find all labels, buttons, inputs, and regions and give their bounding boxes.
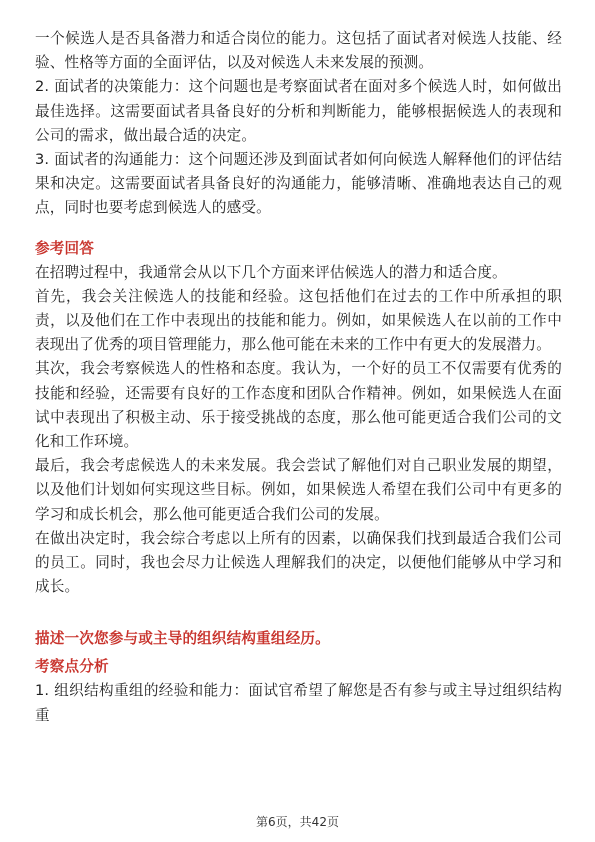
page-footer: 第6页，共42页 (256, 815, 339, 829)
answer-paragraph: 在做出决定时，我会综合考虑以上所有的因素，以确保我们找到最适合我们公司的员工。同时，我也会尽力让候选人理解我们的决定，以便他们能够从中学习和成长。 (35, 529, 562, 596)
answer-paragraph: 首先，我会关注候选人的技能和经验。这包括他们在过去的工作中所承担的职责，以及他们在工作中表现出的技能和能力。例如，如果候选人在以前的工作中表现出了优秀的项目管理能力，那么他可能在未来的工作中有更大的发展潜力。 (35, 287, 562, 354)
answer-paragraph: 其次，我会考察候选人的性格和态度。我认为，一个好的员工不仅需要有优秀的技能和经验，还需要有良好的工作态度和团队合作精神。例如，如果候选人在面试中表现出了积极主动、乐于接受挑战的态度，那么他可能更适合我们公司的文化和工作环境。 (35, 360, 562, 451)
analysis-heading: 考察点分析 (35, 658, 109, 676)
answer-paragraph: 最后，我会考虑候选人的未来发展。我会尝试了解他们对自己职业发展的期望，以及他们计划如何实现这些目标。例如，如果候选人希望在我们公司中有更多的学习和成长机会，那么他可能更适合我们公司的发展。 (35, 457, 562, 523)
body-paragraph: 3. 面试者的沟通能力：这个问题还涉及到面试者如何向候选人解释他们的评估结果和决定。这需要面试者具备良好的沟通能力，能够清晰、准确地表达自己的观点，同时也要考虑到候选人的感受。 (35, 151, 562, 217)
body-paragraph: 一个候选人是否具备潜力和适合岗位的能力。这包括了面试者对候选人技能、经验、性格等方面的全面评估，以及对候选人未来发展的预测。 (35, 30, 562, 72)
answer-paragraph: 在招聘过程中，我通常会从以下几个方面来评估候选人的潜力和适合度。 (35, 263, 507, 281)
answer-heading: 参考回答 (35, 239, 94, 257)
page-content (35, 27, 562, 728)
body-paragraph: 2. 面试者的决策能力：这个问题也是考察面试者在面对多个候选人时，如何做出最佳选择。这需要面试者具备良好的分析和判断能力，能够根据候选人的表现和公司的需求，做出最合适的决定。 (35, 78, 562, 144)
analysis-paragraph: 1. 组织结构重组的经验和能力：面试官希望了解您是否有参与或主导过组织结构重 (35, 682, 562, 724)
question-heading: 描述一次您参与或主导的组织结构重组经历。 (35, 630, 330, 648)
